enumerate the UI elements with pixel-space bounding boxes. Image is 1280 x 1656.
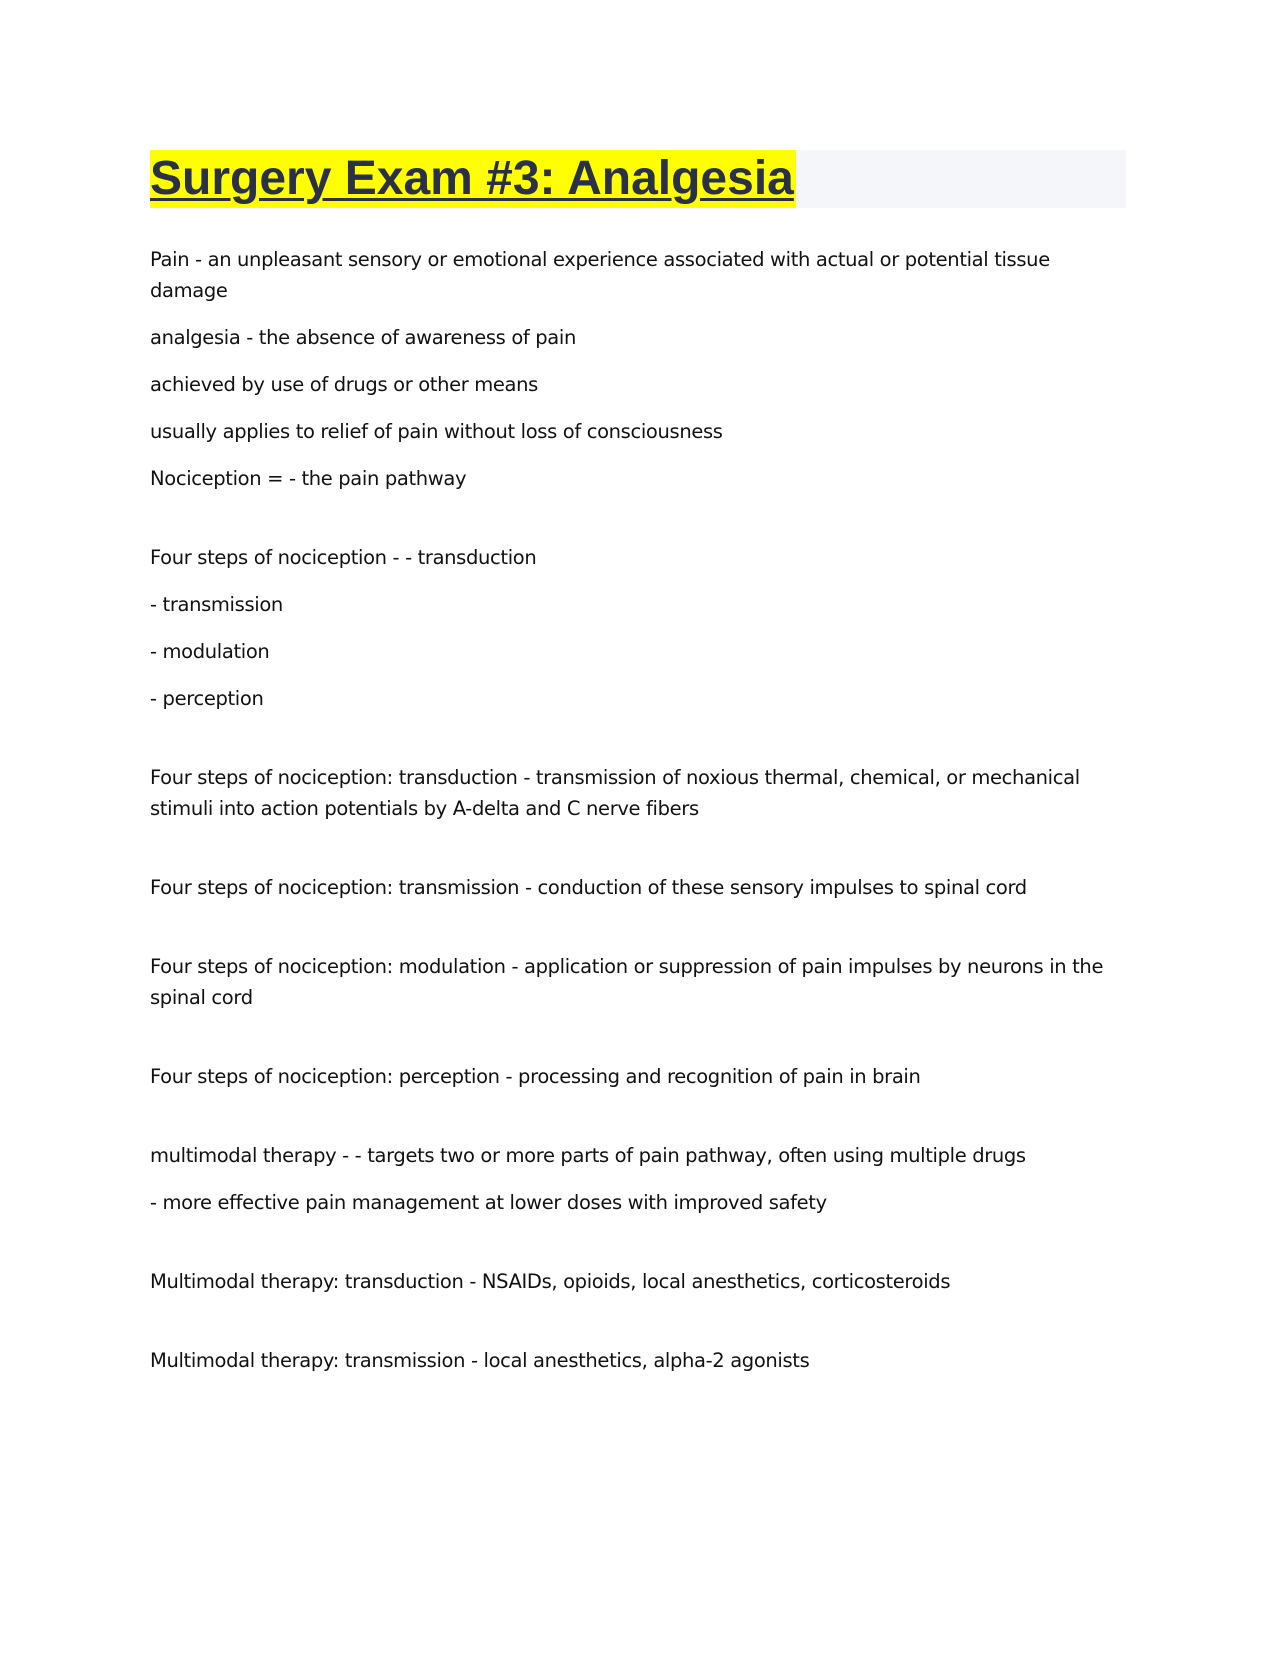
text-line: Four steps of nociception: perception - processing and recognition of pain in brain	[150, 1065, 921, 1088]
text-line: Four steps of nociception: transduction - transmission of noxious thermal, chemical, or mechanical stimuli into action potentials by A-delta and C nerve fibers	[150, 766, 1080, 820]
text-line: Pain - an unpleasant sensory or emotional experience associated with actual or potential tissue damage	[150, 248, 1050, 302]
text-line: Multimodal therapy: transduction - NSAIDs, opioids, local anesthetics, corticosteroids	[150, 1270, 951, 1293]
text-line: usually applies to relief of pain without loss of consciousness	[150, 420, 723, 443]
text-line: - transmission	[150, 593, 283, 616]
text-line: Nociception = - the pain pathway	[150, 467, 467, 490]
text-line: Four steps of nociception: modulation - application or suppression of pain impulses by neurons in the spinal cord	[150, 955, 1104, 1009]
text-line: analgesia - the absence of awareness of pain	[150, 326, 576, 349]
text-line: Multimodal therapy: transmission - local anesthetics, alpha-2 agonists	[150, 1349, 810, 1372]
text-line: - modulation	[150, 640, 270, 663]
document-page	[150, 150, 1126, 1392]
title-band	[150, 150, 1126, 208]
text-line: - more effective pain management at lower doses with improved safety	[150, 1191, 827, 1214]
text-line: Four steps of nociception: transmission - conduction of these sensory impulses to spinal cord	[150, 876, 1027, 899]
document-title: Surgery Exam #3: Analgesia	[150, 150, 796, 208]
text-line: multimodal therapy - - targets two or more parts of pain pathway, often using multiple drugs	[150, 1144, 1026, 1167]
text-line: Four steps of nociception - - transduction	[150, 546, 537, 569]
text-line: achieved by use of drugs or other means	[150, 373, 538, 396]
text-line: - perception	[150, 687, 264, 710]
